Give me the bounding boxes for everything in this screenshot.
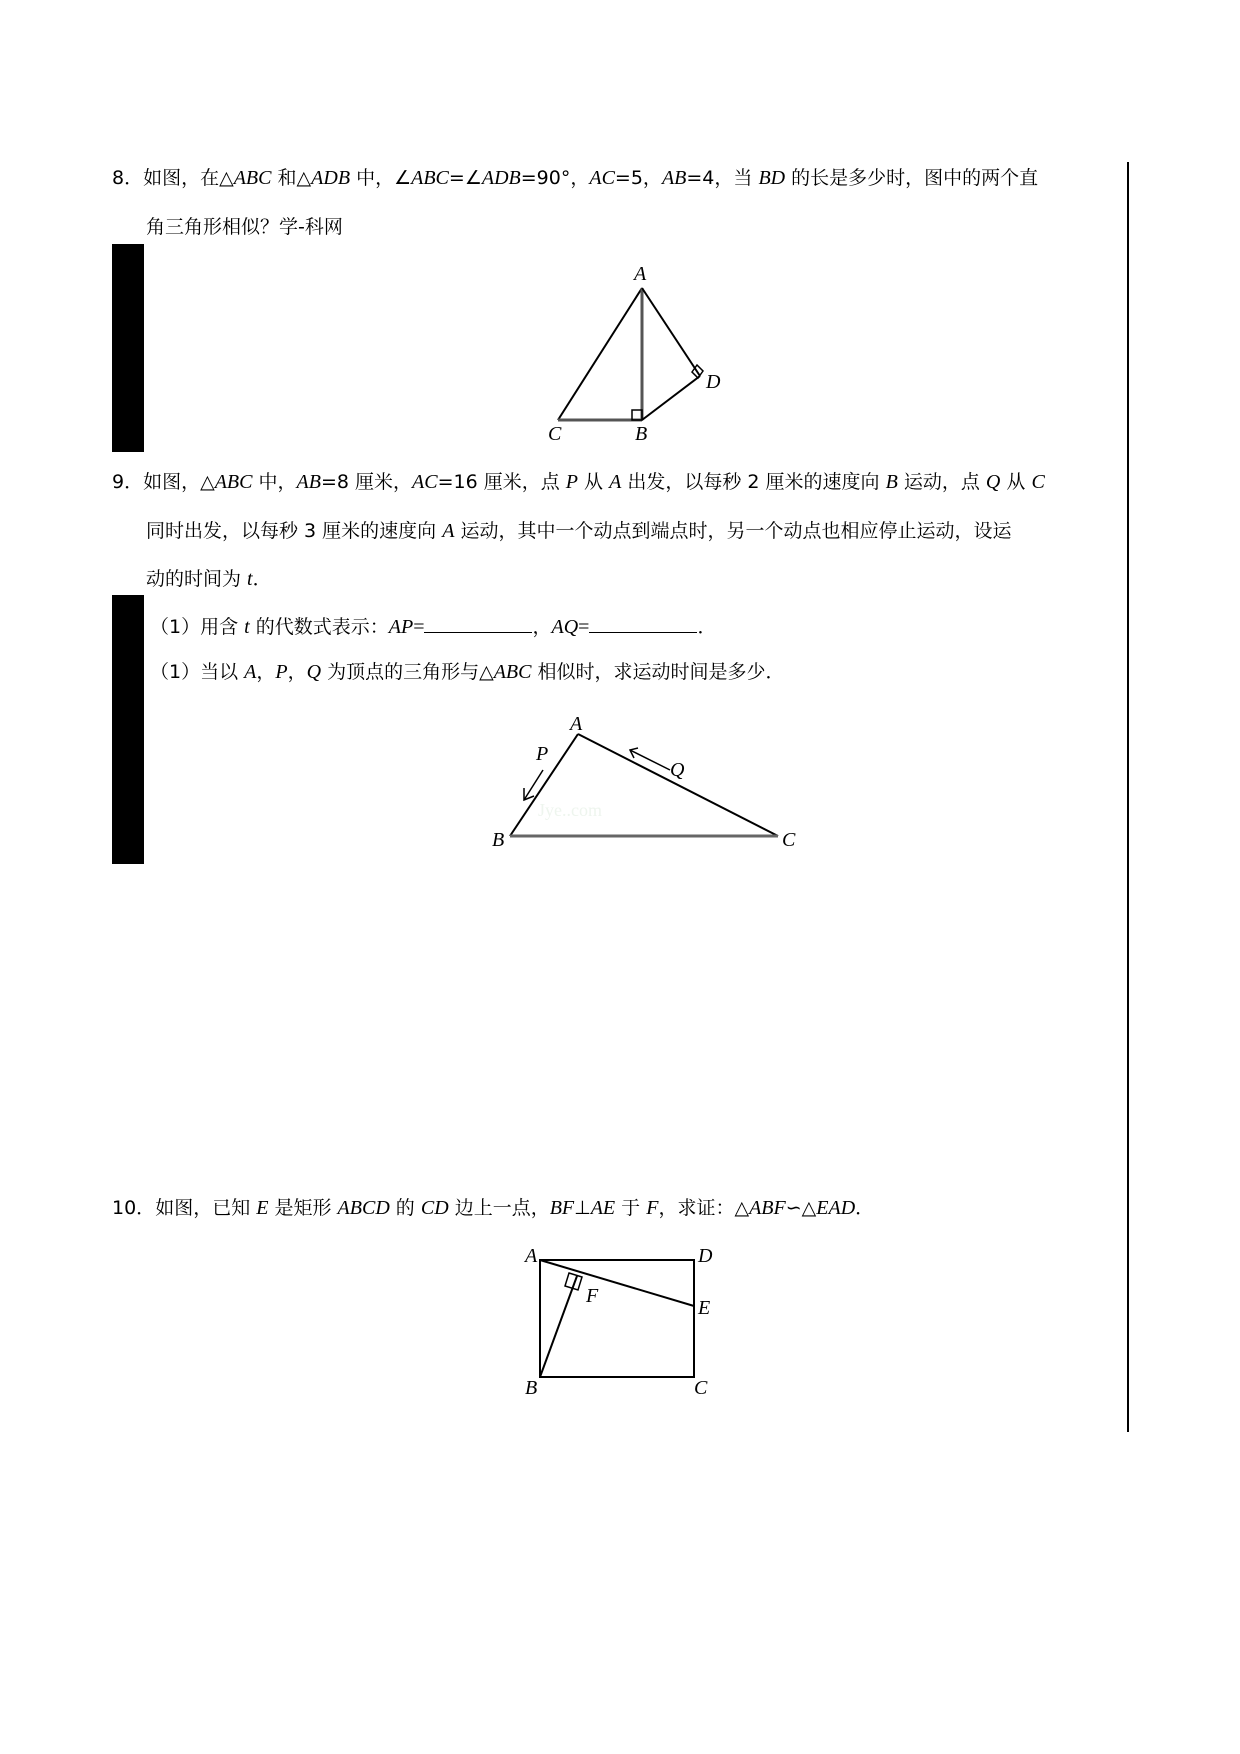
- svg-text:C: C: [694, 1377, 708, 1399]
- svg-text:B: B: [635, 423, 648, 444]
- question-number: 8．: [112, 167, 144, 189]
- svg-text:B: B: [492, 829, 505, 851]
- margin-bar-q9: [112, 595, 144, 864]
- question-9-line-1: 9．如图，△ABC 中，AB=8 厘米，AC=16 厘米，点 P 从 A 出发，以每秒 2 厘米的速度向 B 运动，点 Q 从 C: [112, 471, 1045, 493]
- question-9-sub-1: （1）用含 t 的代数式表示：AP= ，AQ= ．: [150, 616, 717, 638]
- svg-text:A: A: [570, 713, 583, 735]
- question-8-line-2: 角三角形相似？学-科网: [146, 216, 343, 238]
- svg-text:A: A: [525, 1245, 538, 1267]
- svg-text:Q: Q: [670, 759, 685, 781]
- figure-q8-triangles: [540, 258, 740, 444]
- svg-text:B: B: [525, 1377, 538, 1399]
- figure-q9-triangle: [470, 700, 810, 860]
- question-9-sub-2: （1）当以 A，P，Q 为顶点的三角形与△ABC 相似时，求运动时间是多少．: [150, 661, 785, 683]
- figure-q10-rectangle: [520, 1240, 740, 1400]
- answer-blank-ap[interactable]: [424, 614, 532, 633]
- question-10-line-1: 10．如图，已知 E 是矩形 ABCD 的 CD 边上一点，BF⊥AE 于 F，求证：△ABF∽△EAD．: [112, 1197, 875, 1219]
- question-number: 9．: [112, 471, 144, 493]
- svg-text:F: F: [586, 1285, 599, 1307]
- svg-text:A: A: [634, 263, 647, 285]
- right-margin-rule: [1127, 162, 1129, 1432]
- question-9-line-2: 同时出发，以每秒 3 厘米的速度向 A 运动，其中一个动点到端点时，另一个动点也相应停止运动，设运: [146, 520, 1012, 542]
- svg-text:D: D: [698, 1245, 713, 1267]
- svg-text:Jye..com: Jye..com: [538, 800, 602, 820]
- svg-text:C: C: [782, 829, 796, 851]
- svg-text:C: C: [548, 423, 562, 444]
- answer-blank-aq[interactable]: [589, 614, 697, 633]
- question-8-line-1: 8．如图，在△ABC 和△ADB 中，∠ABC=∠ADB=90°，AC=5，AB=4，当 BD 的长是多少时，图中的两个直: [112, 167, 1039, 189]
- question-number: 10．: [112, 1197, 156, 1219]
- question-9-line-3: 动的时间为 t．: [146, 568, 272, 590]
- svg-text:D: D: [706, 371, 721, 393]
- svg-text:P: P: [536, 743, 549, 765]
- margin-bar-q8: [112, 244, 144, 452]
- svg-text:E: E: [698, 1297, 711, 1319]
